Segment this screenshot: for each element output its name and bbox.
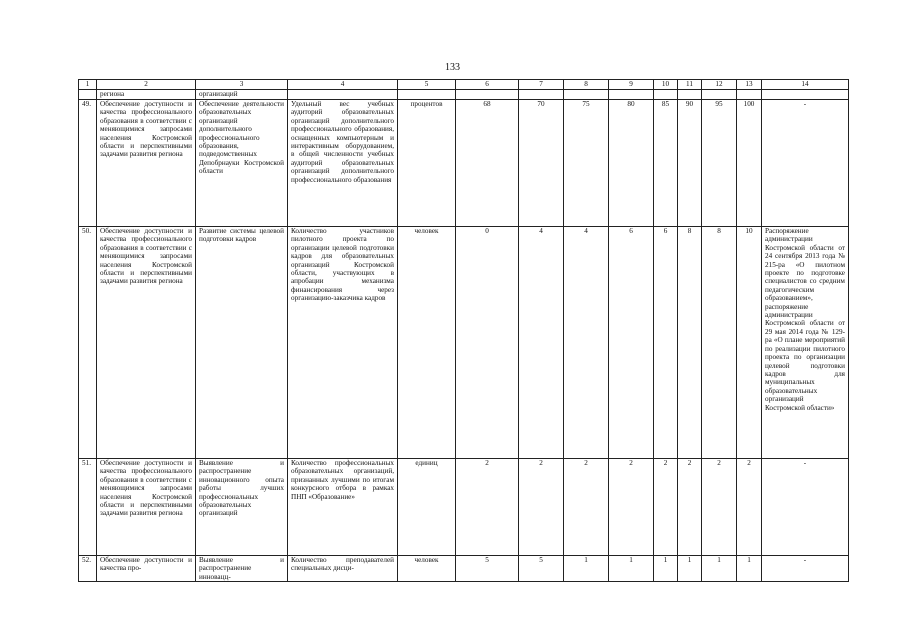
value-cell: 80 [609, 100, 654, 227]
value-cell: 70 [519, 100, 564, 227]
task-cell: Обеспечение деятельности образовательных организаций дополнительного профессионального образования, подведомственных Депобрнауки Костромской области [196, 100, 288, 227]
value-cell: 2 [519, 459, 564, 556]
column-number: 9 [609, 80, 654, 90]
value-cell: 100 [737, 100, 762, 227]
column-number: 5 [398, 80, 456, 90]
column-number: 12 [702, 80, 737, 90]
table-row [79, 556, 849, 582]
column-number: 6 [456, 80, 519, 90]
indicator-cell: Количество участников пилотного проекта по организации целевой подготовки кадров для образовательных организаций Костромской области, участвующих в апробации механизма финансирования через организацию-заказчика кадров [288, 227, 398, 459]
value-cell: 1 [678, 556, 702, 582]
unit-cell: человек [398, 227, 456, 459]
column-number: 8 [564, 80, 609, 90]
value-cell: 4 [519, 227, 564, 459]
value-cell: 85 [654, 100, 678, 227]
note-cell: - [762, 556, 849, 582]
value-cell: 1 [702, 556, 737, 582]
note-cell: - [762, 100, 849, 227]
value-cell: 75 [564, 100, 609, 227]
page-number: 133 [445, 62, 460, 73]
column-number: 1 [79, 80, 97, 90]
column-number: 3 [196, 80, 288, 90]
unit-cell: процентов [398, 100, 456, 227]
unit-cell: единиц [398, 459, 456, 556]
value-cell: 1 [737, 556, 762, 582]
column-number: 4 [288, 80, 398, 90]
value-cell: 95 [702, 100, 737, 227]
value-cell: 2 [678, 459, 702, 556]
column-number: 7 [519, 80, 564, 90]
value-cell: 6 [609, 227, 654, 459]
column-number: 14 [762, 80, 849, 90]
column-number: 2 [97, 80, 196, 90]
task-cell: Развитие системы целевой подготовки кадров [196, 227, 288, 459]
indicators-table [78, 79, 849, 582]
indicator-cell: Количество преподавателей специальных дисци- [288, 556, 398, 582]
value-cell: 2 [564, 459, 609, 556]
indicator-cell: Количество профессиональных образовательных организаций, признанных лучшими по итогам конкурсного отбора в рамках ПНП «Образование» [288, 459, 398, 556]
note-cell: Распоряжение администрации Костромской области от 24 сентября 2013 года № 215-ра «О пилотном проекте по подготовке специалистов со средним педагогическим образованием», распоряжение администрации Костромской области от 29 мая 2014 года № 129-ра «О плане мероприятий по реализации пилотного проекта по организации целевой подготовки кадров для муниципальных образовательных организаций Костромской области» [762, 227, 849, 459]
value-cell: 68 [456, 100, 519, 227]
value-cell: 2 [702, 459, 737, 556]
value-cell: 6 [654, 227, 678, 459]
task-cell: Выявление и распространение инновационного опыта работы лучших профессиональных образовательных организаций [196, 459, 288, 556]
value-cell: 1 [609, 556, 654, 582]
goal-cell: Обеспечение доступности и качества профессионального образования в соответствии с меняющимися запросами населения Костромской области и перспективными задачами развития региона [97, 100, 196, 227]
value-cell: 2 [737, 459, 762, 556]
table-row [79, 227, 849, 459]
row-number: 50. [79, 227, 97, 459]
note-cell: - [762, 459, 849, 556]
goal-cell: Обеспечение доступности и качества про- [97, 556, 196, 582]
table-row [79, 100, 849, 227]
value-cell: 2 [456, 459, 519, 556]
value-cell: 10 [737, 227, 762, 459]
column-number: 11 [678, 80, 702, 90]
goal-cell: Обеспечение доступности и качества профессионального образования в соответствии с меняющимися запросами населения Костромской области и перспективными задачами развития региона [97, 459, 196, 556]
value-cell: 5 [456, 556, 519, 582]
value-cell: 4 [564, 227, 609, 459]
value-cell: 2 [654, 459, 678, 556]
value-cell: 1 [564, 556, 609, 582]
indicator-cell: Удельный вес учебных аудиторий образовательных организаций дополнительного профессионального образования, оснащенных компьютерным и интерактивным оборудованием, в общей численности учебных аудиторий образовательных организаций дополнительного профессионального образования [288, 100, 398, 227]
value-cell: 1 [654, 556, 678, 582]
row-number: 52. [79, 556, 97, 582]
value-cell: 0 [456, 227, 519, 459]
column-number: 10 [654, 80, 678, 90]
goal-cell: Обеспечение доступности и качества профессионального образования в соответствии с меняющимися запросами населения Костромской области и перспективными задачами развития региона [97, 227, 196, 459]
continuation-task: организаций [196, 90, 288, 100]
value-cell: 90 [678, 100, 702, 227]
value-cell: 5 [519, 556, 564, 582]
continuation-goal: региона [97, 90, 196, 100]
row-number: 49. [79, 100, 97, 227]
task-cell: Выявление и распространение инновацц- [196, 556, 288, 582]
row-number: 51. [79, 459, 97, 556]
value-cell: 8 [702, 227, 737, 459]
value-cell: 2 [609, 459, 654, 556]
column-number: 13 [737, 80, 762, 90]
table-row [79, 459, 849, 556]
value-cell: 8 [678, 227, 702, 459]
unit-cell: человек [398, 556, 456, 582]
column-number-row [79, 80, 849, 90]
continuation-row [79, 90, 849, 100]
